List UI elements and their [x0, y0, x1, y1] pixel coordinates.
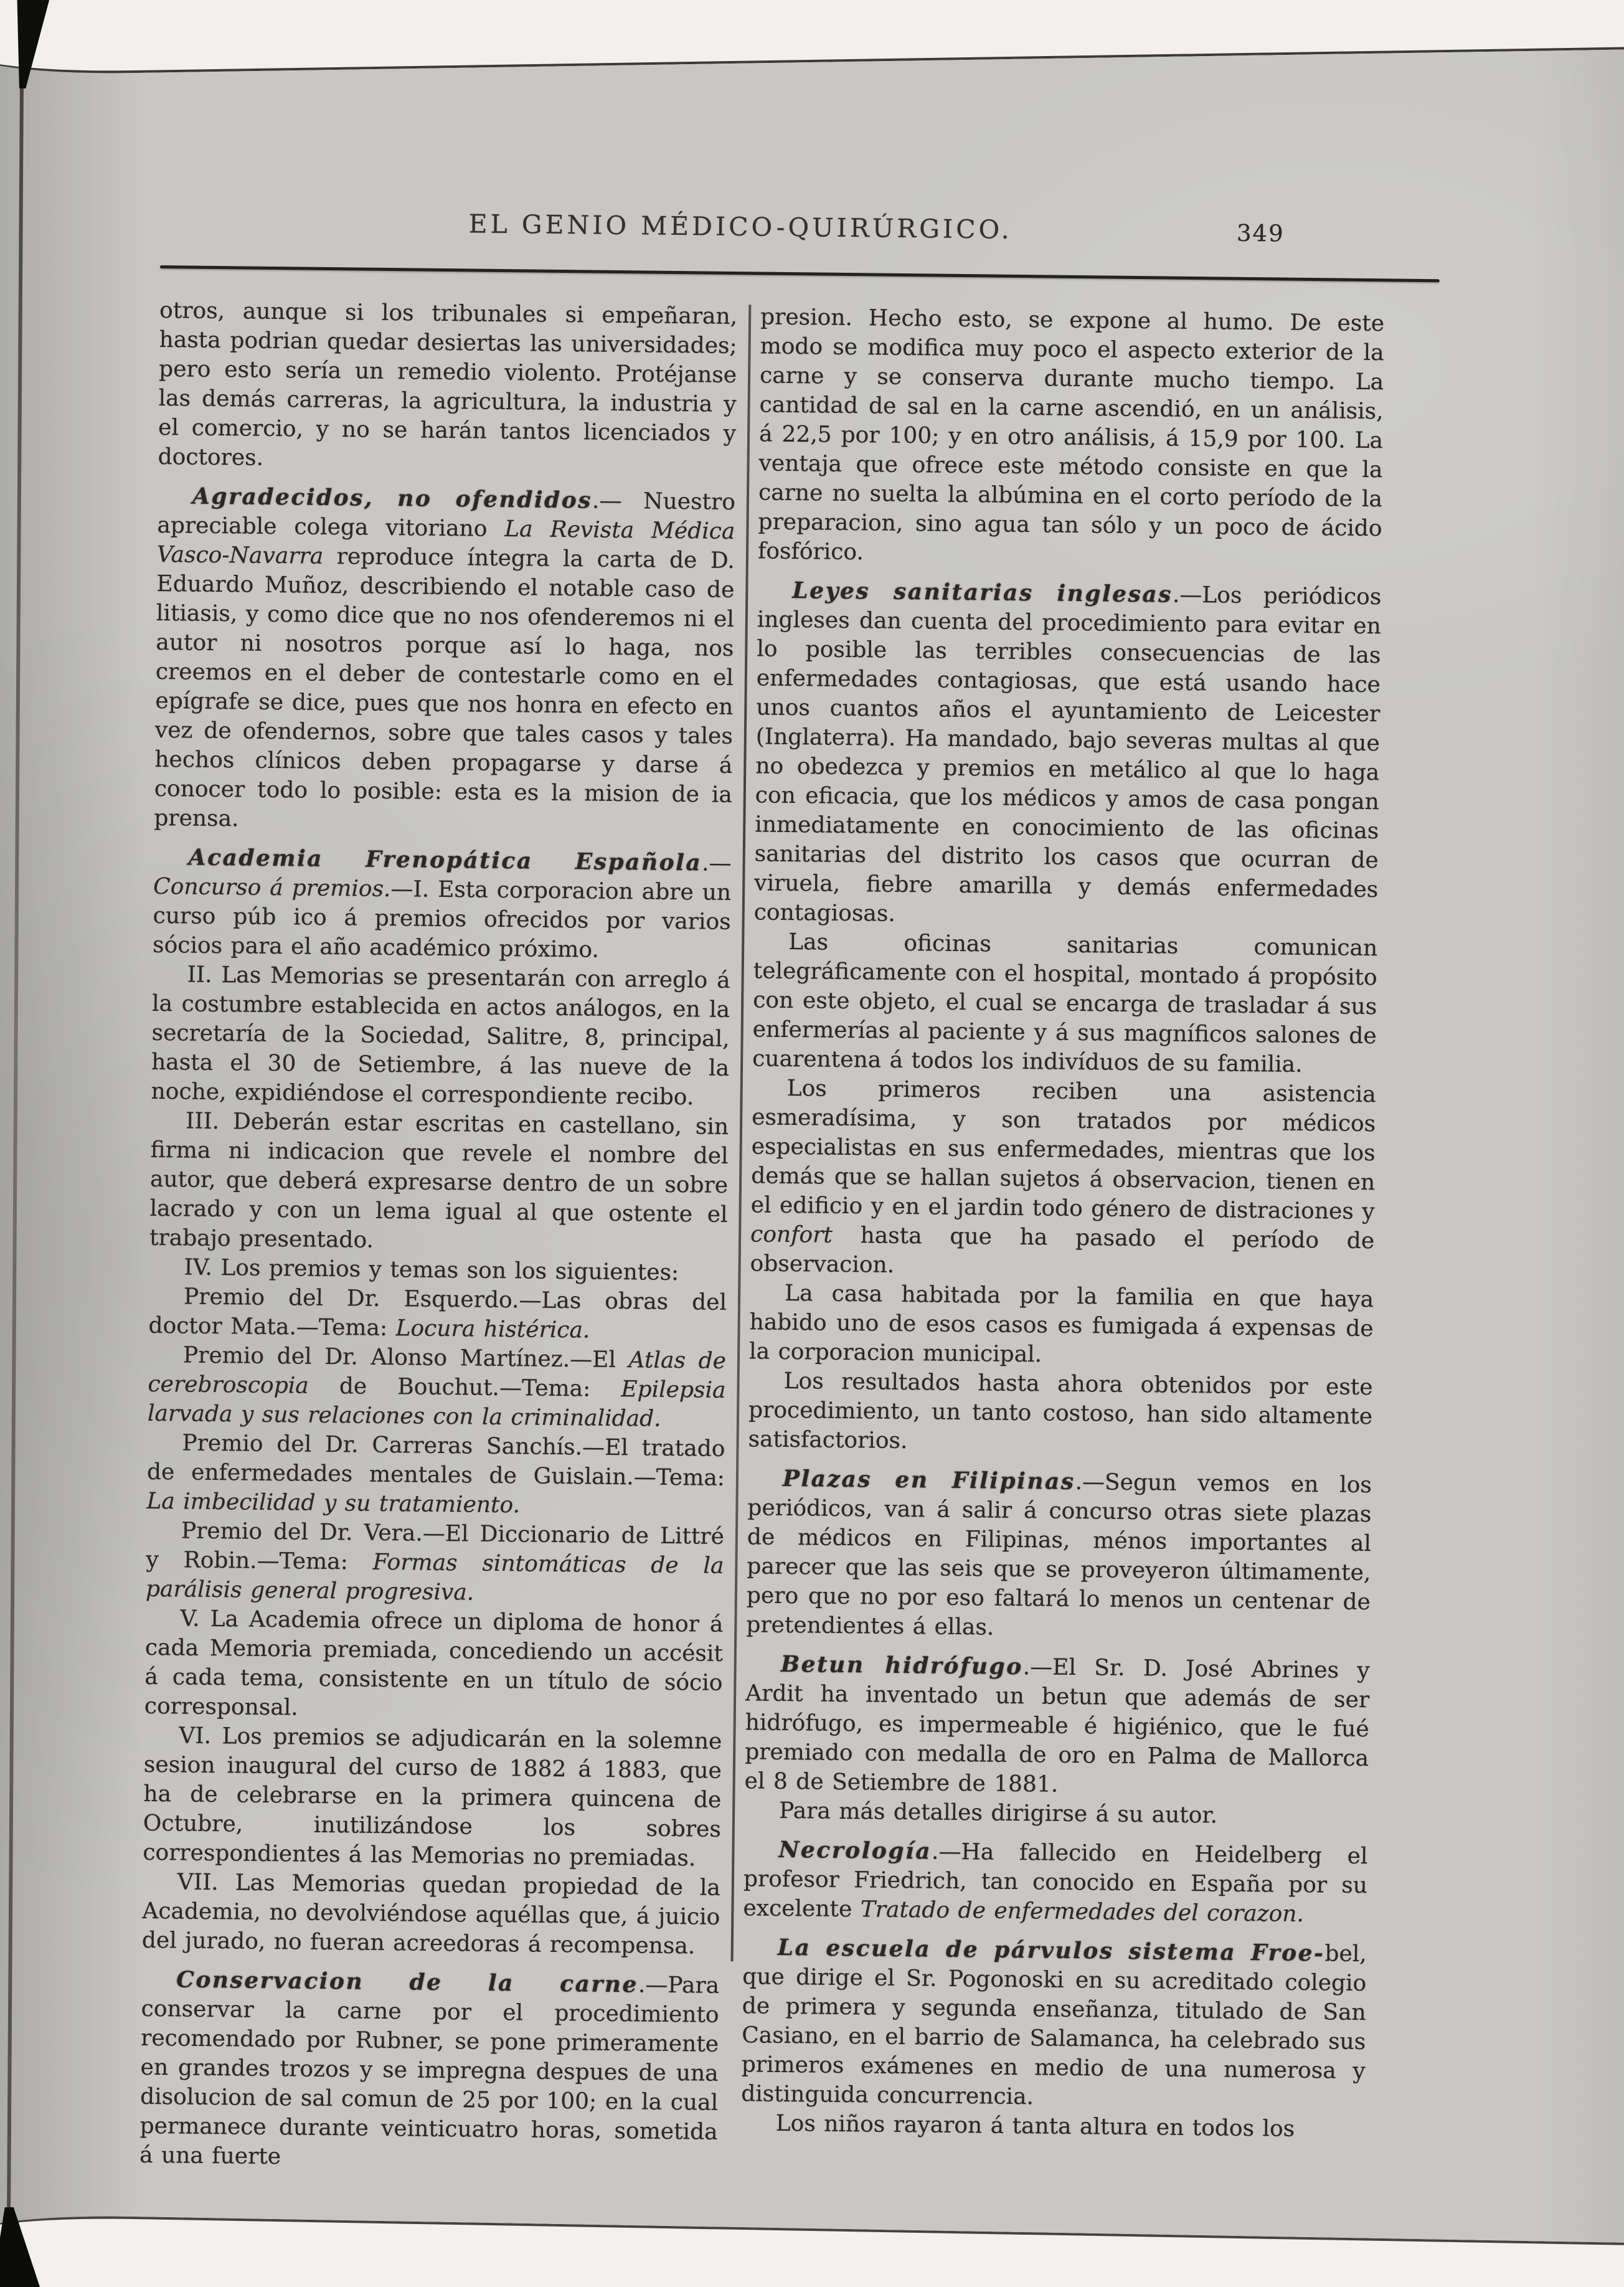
section-leyes-sanitarias	[754, 575, 1382, 934]
header-rule	[160, 265, 1440, 282]
text-run: —I. Esta corporacion abre un curso púb ico á premios ofrecidos por varios sócios para el año académico próximo.	[152, 876, 732, 963]
section-escuela-parvulos	[741, 1933, 1367, 2115]
paragraph-detalles	[744, 1796, 1368, 1832]
text-run: V. La Academia ofrece un diploma de honor á cada Memoria premiada, concediendo un accésit á cada tema, consistente en un título de sócio corresponsal.	[144, 1606, 724, 1721]
section-conservacion-carne	[139, 1965, 720, 2176]
text-run: .— Nuestro apreciable colega vitoriano	[157, 488, 736, 542]
text-run: .—Ha fallecido en Heidelberg el profesor Friedrich, tan conocido en España por su excelente	[743, 1839, 1368, 1923]
left-column	[139, 296, 738, 2176]
section-necrologia	[743, 1835, 1367, 1930]
section-betun-hidrofugo	[744, 1649, 1369, 1802]
section-academia-frenopatica	[153, 843, 732, 966]
clause-v	[144, 1604, 724, 1727]
text-run: Las oficinas sanitarias comunican telegráficamente con el hospital, montado á propósito con este objeto, el cual se encarga de trasladar á sus enfermerías al paciente y á sus magníficos salones de cuarentena á todos los indivíduos de su familia.	[752, 929, 1378, 1077]
text-run: IV. Los premios y temas son los siguientes:	[184, 1254, 679, 1286]
text-columns	[139, 296, 1439, 2184]
text-run: Los primeros reciben una asistencia esmeradísima, y son tratados por médicos especialistas en sus enfermedades, mientras que los demás que se hallan sujetos á observacion, tienen en el edificio y en el jardin todo género de distraciones y	[750, 1075, 1376, 1225]
section-heading: Conservacion de la carne	[176, 1966, 639, 1998]
paragraph-primeros	[750, 1073, 1376, 1285]
text-run: .—El Sr. D. José Abrines y Ardit ha inventado un betun que además de ser hidrófugo, es impermeable é higiénico, que le fué premiado con medalla de oro en Palma de Mallorca el 8 de Setiembre de 1881.	[744, 1654, 1370, 1797]
text-run: Para más detalles dirigirse á su autor.	[778, 1797, 1218, 1829]
text-run: Formas sintomáticas de la parálisis general progresiva.	[145, 1549, 724, 1606]
adjacent-page-edge-top	[0, 0, 1624, 75]
text-run: VI. Los premios se adjudicarán en la solemne sesion inaugural del curso de 1882 á 1883, que ha de celebrarse en la primera quincena de Octubre, inutilizándose los sobres correspondientes á las Memorias no premiadas.	[143, 1723, 722, 1872]
section-heading: Necrología	[778, 1836, 932, 1865]
section-agradecidos	[154, 481, 735, 839]
paragraph-casa-fumigada	[749, 1278, 1374, 1373]
text-run: III. Deberán estar escritas en castellano, sin firma ni indicacion que revele el nombre del autor, que deberá expresarse dentro de un sobre lacrado y con un lema igual al que ostente el trabajo presentado.	[149, 1108, 729, 1253]
text-run: Premio del Dr. Esquerdo.—Las obras del doctor Mata.—Tema:	[148, 1284, 727, 1342]
journal-title: EL GENIO MÉDICO-QUIRÚRGICO.	[468, 209, 1013, 245]
text-run: Premio del Dr. Carreras Sanchís.—El tratado de enfermedades mentales de Guislain.—Tema:	[146, 1430, 725, 1491]
section-heading: Betun hidrófugo	[780, 1650, 1023, 1680]
paragraph-continuation	[158, 296, 737, 478]
text-run: .—Para conservar la carne por el procedimiento recomendado por Rubner, se pone primeramente en grandes trozos y se impregna despues de una disolucion de sal comun de 25 por 100; en la cual permanece durante veinticuatro horas, sometida á una fuerte	[139, 1972, 720, 2170]
section-plazas-filipinas	[746, 1464, 1372, 1646]
clause-vii	[142, 1867, 720, 1961]
section-heading: Agradecidos, no ofendidos	[192, 483, 593, 514]
text-run: .—Los periódicos ingleses dan cuenta del procedimiento para evitar en lo posible las terribles consecuencias de las enfermedades contagiosas, que está usando hace unos cuantos años el ayuntamiento de Leicester (Inglaterra). Ha mandado, bajo severas multas al que no obedezca y premios en metálico al que lo haga con eficacia, que los médicos y amos de casa pongan inmediatamente en conocimiento de las oficinas sanitarias del distrito los casos que ocurran de viruela, fiebre amarilla y demás enfermedades contagiosas.	[753, 582, 1382, 927]
page-number: 349	[1236, 219, 1285, 247]
text-run: La casa habitada por la familia en que haya habido uno de esos casos es fumigada á expensas de la corporacion municipal.	[748, 1280, 1374, 1368]
page-header	[160, 206, 1440, 253]
paragraph-continuation	[758, 302, 1385, 572]
text-run: II. Las Memorias se presentarán con arreglo á la costumbre establecida en actos análogos, en la secretaría de la Sociedad, Salitre, 8, principal, hasta el 30 de Setiembre, á las nueve de la noche, expidiéndose el correspondiente recibo.	[151, 962, 730, 1110]
text-run: Locura histérica.	[395, 1315, 590, 1343]
text-run: .—Segun vemos en los periódicos, van á salir á concurso otras siete plazas de médicos en Filipinas, ménos importantes al parecer que las seis que se proveyeron últimamente, pero que no por eso faltará lo menos un centenar de pretendientes á ellas.	[746, 1469, 1372, 1641]
section-heading: Plazas en Filipinas	[782, 1465, 1075, 1495]
text-run: presion. Hecho esto, se expone al humo. De este modo se modifica muy poco el aspecto exterior de la carne y se conserva durante mucho tiempo. La cantidad de sal en la carne ascendió, en un análisis, á 22,5 por 100; y en otro análisis, á 15,9 por 100. La ventaja que ofrece este método consiste en que la carne no suelta la albúmina en el corto período de la preparacion, sino agua tan sólo y un poco de ácido fosfórico.	[757, 304, 1385, 566]
text-run: de Bouchut.—Tema:	[308, 1373, 621, 1403]
premio-alonso-martinez	[148, 1340, 726, 1434]
text-run: hasta que ha pasado el período de observacion.	[750, 1222, 1375, 1278]
text-run: Epilepsia larvada y sus relaciones con la criminalidad.	[147, 1376, 726, 1432]
text-run: confort	[750, 1221, 833, 1248]
premio-vera	[146, 1516, 724, 1610]
text-run: Premio del Dr. Vera.—El Diccionario de Littré y Robin.—Tema:	[146, 1518, 725, 1575]
text-run: Los resultados hasta ahora obtenidos por este procedimiento, un tanto costoso, han sido altamente satisfactorios.	[748, 1368, 1373, 1454]
text-run: VII. Las Memorias quedan propiedad de la Academia, no devolviéndose aquéllas que, á juicio del jurado, no fueran acreedoras á recompensa.	[141, 1869, 721, 1959]
section-heading: Leyes sanitarias inglesas	[792, 577, 1173, 608]
clause-ii	[151, 960, 730, 1112]
page-content	[139, 206, 1440, 2184]
clause-vi	[143, 1721, 722, 1873]
text-run: La imbecilidad y su tratamiento.	[146, 1488, 521, 1518]
clause-iii	[149, 1106, 729, 1259]
gutter-crease-line	[7, 82, 24, 2218]
right-column	[740, 302, 1384, 2144]
text-run: Concurso á premios.	[153, 873, 391, 902]
text-run: Premio del Dr. Alonso Martínez.—El	[182, 1342, 629, 1373]
paragraph-ninos	[740, 2108, 1364, 2144]
paragraph-oficinas	[752, 927, 1377, 1080]
paragraph-resultados	[748, 1366, 1372, 1461]
text-run: otros, aunque si los tribunales si empeñaran, hasta podrian quedar desiertas las universidades; pero esto sería un remedio violento. Protéjanse las demás carreras, la agricultura, la industria y el comercio, y no se harán tantos licenciados y doctores.	[158, 297, 738, 471]
text-run: Atlas de cerebroscopia	[148, 1347, 727, 1399]
text-run: La Revista Médica Vasco-Navarra	[156, 516, 735, 569]
text-run: Los niños rayaron á tanta altura en todos los	[775, 2110, 1295, 2142]
premio-carreras-sanchis	[146, 1428, 725, 1522]
section-heading: La escuela de párvulos sistema Froe-	[777, 1934, 1325, 1967]
text-run: .—	[701, 850, 732, 876]
text-run: Tratado de enfermedades del corazon.	[860, 1896, 1305, 1928]
text-run: reproduce íntegra la carta de D. Eduardo Muñoz, describiendo el notable caso de litiasis, y como dice que no nos ofenderemos ni el autor ni nosotros porque así lo haga, nos creemos en el deber de contestarle como en el epígrafe se dice, pues que nos honra en efecto en vez de ofendernos, sobre que tales casos y tales hechos clínicos deben propagarse y darse á conocer todo lo posible: esta es la mision de ia prensa.	[154, 543, 735, 832]
section-heading: Academia Frenopática Española	[188, 844, 702, 876]
premio-esquerdo	[148, 1282, 727, 1347]
adjacent-page-edge-bottom	[0, 2214, 1624, 2287]
text-run: bel, que dirige el Sr. Pogonoski en su acreditado colegio de primera y segunda enseñanza, titulado de San Casiano, en el barrio de Salamanca, ha celebrado sus primeros exámenes en medio de una numerosa y distinguida concurrencia.	[741, 1941, 1367, 2110]
